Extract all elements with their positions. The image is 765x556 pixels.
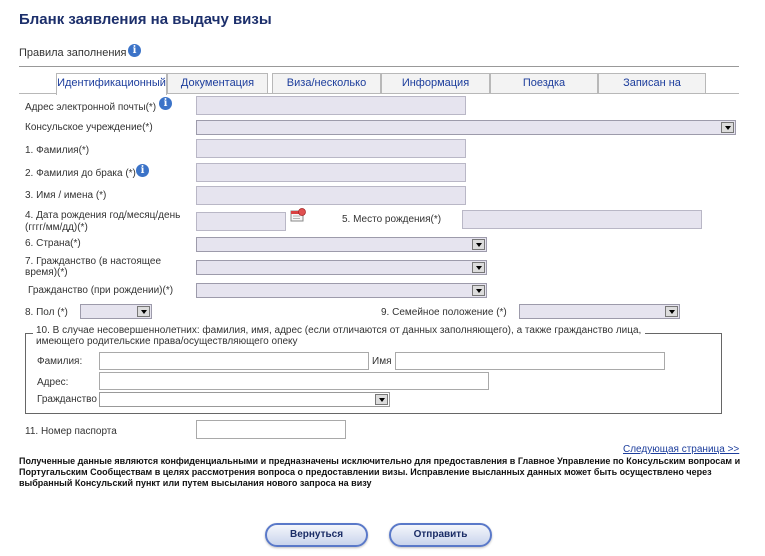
guardian-surname-input[interactable] bbox=[99, 352, 369, 370]
guardian-address-label: Адрес: bbox=[37, 377, 69, 388]
citizenship-select[interactable] bbox=[196, 260, 487, 275]
guardian-surname-label: Фамилия: bbox=[37, 356, 83, 367]
maiden-name-info-icon[interactable]: i bbox=[136, 164, 149, 177]
citizenship-label: 7. Гражданство (в настоящее bbox=[25, 256, 162, 267]
guardian-legend-2: имеющего родительские права/осуществляющего опеку bbox=[36, 336, 298, 347]
birth-date-input[interactable] bbox=[196, 212, 286, 231]
guardian-name-label: Имя bbox=[372, 356, 392, 367]
chevron-down-icon bbox=[472, 239, 485, 250]
guardian-citizenship-select[interactable] bbox=[99, 392, 390, 407]
birth-place-label: 5. Место рождения(*) bbox=[342, 214, 442, 225]
rules-label: Правила заполнения bbox=[19, 47, 127, 59]
calendar-icon[interactable] bbox=[290, 208, 306, 222]
info-icon[interactable]: i bbox=[128, 44, 141, 57]
tab-information[interactable]: Информация bbox=[381, 73, 490, 93]
page-title: Бланк заявления на выдачу визы bbox=[19, 11, 272, 28]
country-select[interactable] bbox=[196, 237, 487, 252]
chevron-down-icon bbox=[375, 394, 388, 405]
citizenship-birth-select[interactable] bbox=[196, 283, 487, 298]
sex-label: 8. Пол (*) bbox=[25, 307, 68, 318]
fieldset-border bbox=[645, 333, 722, 334]
citizenship-label-2: время)(*) bbox=[25, 267, 68, 278]
next-page-link[interactable]: Следующая страница >> bbox=[623, 444, 740, 455]
birth-date-format-label: (гггг/мм/дд)(*) bbox=[25, 222, 88, 233]
fieldset-border bbox=[25, 333, 33, 334]
consulate-select[interactable] bbox=[196, 120, 736, 135]
chevron-down-icon bbox=[665, 306, 678, 317]
chevron-down-icon bbox=[472, 285, 485, 296]
guardian-name-input[interactable] bbox=[395, 352, 665, 370]
email-info-icon[interactable]: i bbox=[159, 97, 172, 110]
chevron-down-icon bbox=[137, 306, 150, 317]
country-label: 6. Страна(*) bbox=[25, 238, 81, 249]
surname-input[interactable] bbox=[196, 139, 466, 158]
tab-documentation[interactable]: Документация bbox=[167, 73, 268, 93]
guardian-citizenship-label: Гражданство bbox=[37, 394, 97, 405]
tab-trip[interactable]: Поездка bbox=[490, 73, 598, 93]
given-names-label: 3. Имя / имена (*) bbox=[25, 190, 107, 201]
guardian-address-input[interactable] bbox=[99, 372, 489, 390]
maiden-name-label: 2. Фамилия до брака (*) bbox=[25, 168, 136, 179]
back-button[interactable]: Вернуться bbox=[265, 523, 368, 547]
passport-label: 11. Номер паспорта bbox=[25, 426, 117, 437]
marital-status-select[interactable] bbox=[519, 304, 680, 319]
tab-visa[interactable]: Виза/несколько bbox=[272, 73, 381, 93]
birth-date-label: 4. Дата рождения год/месяц/день bbox=[25, 210, 181, 221]
chevron-down-icon bbox=[472, 262, 485, 273]
marital-status-label: 9. Семейное положение (*) bbox=[381, 307, 507, 318]
tab-identification[interactable]: Идентификационный bbox=[56, 73, 167, 95]
maiden-name-input[interactable] bbox=[196, 163, 466, 182]
passport-input[interactable] bbox=[196, 420, 346, 439]
email-label: Адрес электронной почты(*) bbox=[25, 102, 157, 113]
chevron-down-icon bbox=[721, 122, 734, 133]
citizenship-birth-label: Гражданство (при рождении)(*) bbox=[28, 285, 174, 296]
submit-button[interactable]: Отправить bbox=[389, 523, 492, 547]
tab-appointment[interactable]: Записан на bbox=[598, 73, 706, 93]
email-input[interactable] bbox=[196, 96, 466, 115]
divider bbox=[19, 66, 739, 67]
given-names-input[interactable] bbox=[196, 186, 466, 205]
surname-label: 1. Фамилия(*) bbox=[25, 145, 90, 156]
guardian-legend: 10. В случае несовершеннолетних: фамилия, имя, адрес (если отличаются от данных заполняющего), а также гражданство лица, bbox=[36, 325, 642, 336]
privacy-notice: Полученные данные являются конфиденциальными и предназначены исключительно для предоставления в Главное Управление по Консульским вопросам и Португальским Сообществам в целях рассмотрения вопроса о предоставлении визы. Исправление высланных данных может быть осуществлено через выбранный Консульский пункт или путем высылания нового запроса на визу bbox=[19, 456, 741, 488]
consulate-label: Консульское учреждение(*) bbox=[25, 122, 153, 133]
sex-select[interactable] bbox=[80, 304, 152, 319]
birth-place-input[interactable] bbox=[462, 210, 702, 229]
